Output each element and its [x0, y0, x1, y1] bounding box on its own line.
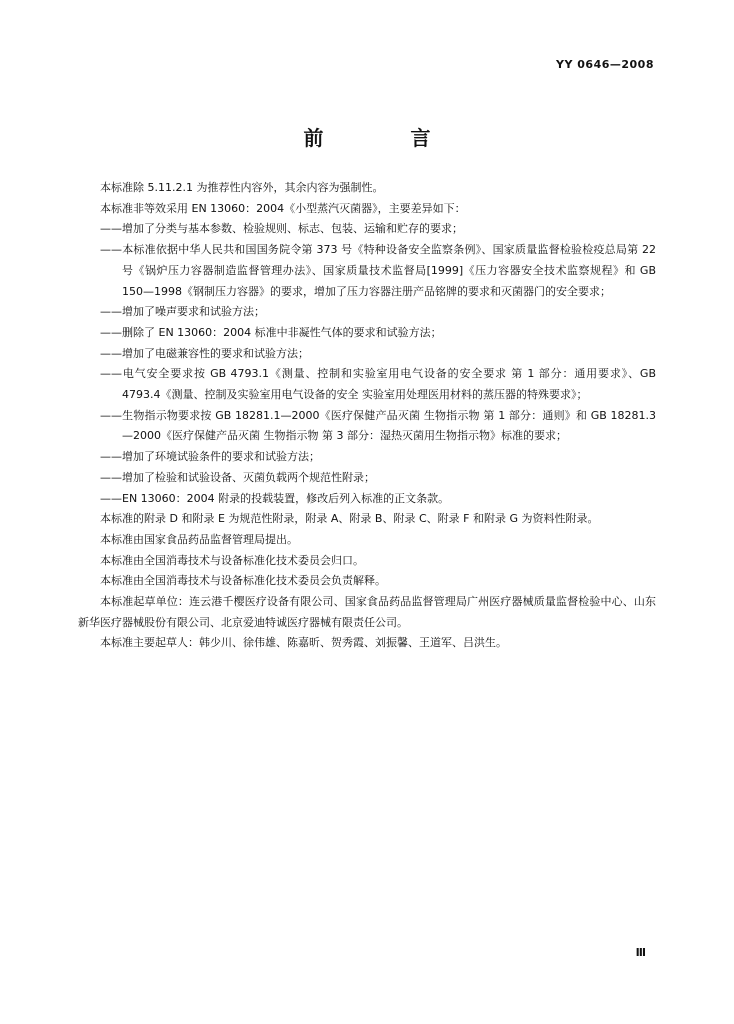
- list-item: ——增加了噪声要求和试验方法；: [100, 305, 265, 319]
- paragraph: 本标准非等效采用 EN 13060：2004《小型蒸汽灭菌器》，主要差异如下：: [100, 201, 466, 215]
- paragraph: 本标准由全国消毒技术与设备标准化技术委员会归口。: [100, 553, 364, 567]
- paragraph: 本标准除 5.11.2.1 为推荐性内容外，其余内容为强制性。: [100, 181, 384, 194]
- foreword-body: [78, 178, 656, 654]
- list-item: ——增加了环境试验条件的要求和试验方法；: [100, 450, 320, 464]
- list-item: ——本标准依据中华人民共和国国务院令第 373 号《特种设备安全监察条例》、国家质量监督检验检疫总局第 22 号《锅炉压力容器制造监督管理办法》、国家质量技术监督局[1999]《压力容器安全技术监察规程》和 GB 150—1998《钢制压力容器》的要求，增加了压力容器注册产品铭牌的要求和灭菌器门的安全要求；: [100, 243, 656, 298]
- list-item: ——电气安全要求按 GB 4793.1《测量、控制和实验室用电气设备的安全要求 第 1 部分：通用要求》、GB 4793.4《测量、控制及实验室用电气设备的安全 实验室用处理医用材料的蒸压器的特殊要求》；: [100, 367, 656, 402]
- list-item: ——增加了电磁兼容性的要求和试验方法；: [100, 346, 309, 360]
- page-title: 前 言: [303, 126, 471, 150]
- paragraph: 本标准的附录 D 和附录 E 为规范性附录，附录 A、附录 B、附录 C、附录 F 和附录 G 为资料性附录。: [100, 512, 599, 526]
- list-item: ——生物指示物要求按 GB 18281.1—2000《医疗保健产品灭菌 生物指示物 第 1 部分：通则》和 GB 18281.3—2000《医疗保健产品灭菌 生物指示物 第 3 部分：湿热灭菌用生物指示物》标准的要求；: [100, 408, 656, 443]
- paragraph: 本标准主要起草人：韩少川、徐伟雄、陈嘉昕、贺秀霞、刘振馨、王道军、吕洪生。: [100, 636, 507, 650]
- page-number: Ⅲ: [635, 946, 646, 959]
- list-item: ——增加了检验和试验设备、灭菌负载两个规范性附录；: [100, 470, 375, 484]
- paragraph: 本标准由全国消毒技术与设备标准化技术委员会负责解释。: [100, 574, 386, 588]
- list-item: ——增加了分类与基本参数、检验规则、标志、包装、运输和贮存的要求；: [100, 222, 463, 236]
- list-item: ——删除了 EN 13060：2004 标准中非凝性气体的要求和试验方法；: [100, 325, 442, 339]
- standard-number: YY 0646—2008: [556, 58, 654, 71]
- paragraph: 本标准起草单位：连云港千樱医疗设备有限公司、国家食品药品监督管理局广州医疗器械质量监督检验中心、山东新华医疗器械股份有限公司、北京爱迪特诚医疗器械有限责任公司。: [78, 595, 656, 629]
- paragraph: 本标准由国家食品药品监督管理局提出。: [100, 532, 298, 546]
- list-item: ——EN 13060：2004 附录的投载装置，修改后列入标准的正文条款。: [100, 491, 450, 505]
